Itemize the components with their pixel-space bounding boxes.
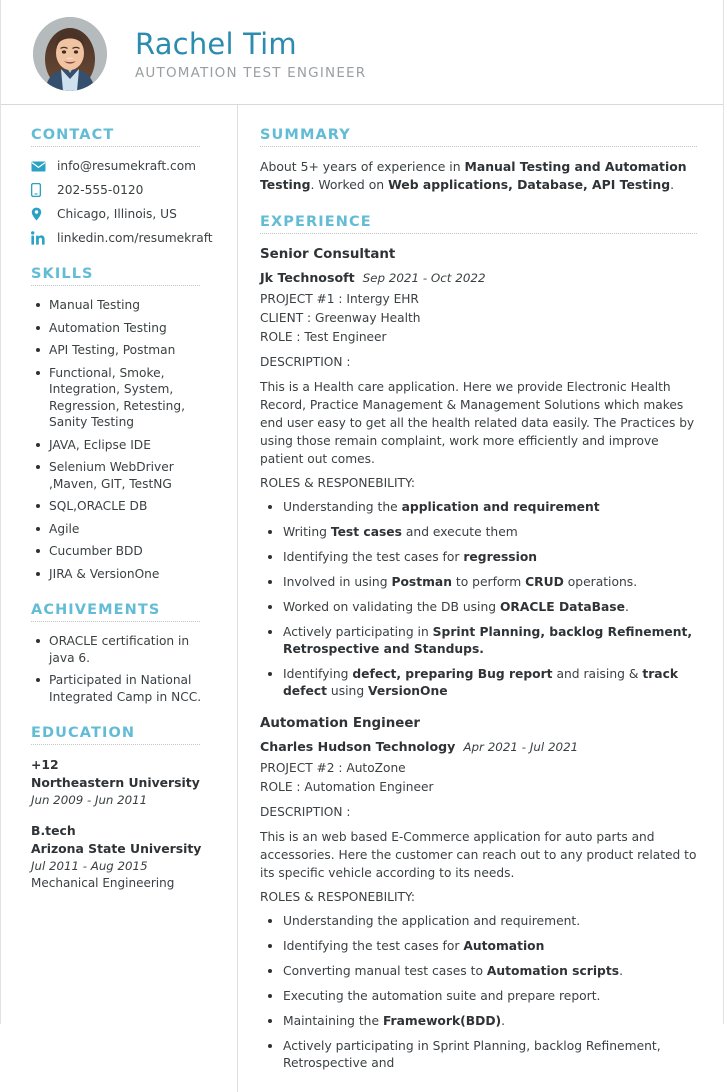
list-item: Actively participating in Sprint Planning, backlog Refinement, Retrospective and Standups.: [281, 624, 697, 658]
experience-description-label: DESCRIPTION :: [260, 355, 351, 369]
experience-project: PROJECT #1 : Intergy EHR: [260, 292, 419, 306]
main-column: [238, 105, 723, 1092]
experience-heading-rule: [260, 233, 697, 234]
achievements-heading: ACHIVEMENTS: [31, 602, 161, 618]
list-item: Functional, Smoke, Integration, System, Regression, Retesting, Sanity Testing: [47, 365, 215, 431]
education-field: Mechanical Engineering: [31, 876, 175, 890]
list-item: Participated in National Integrated Camp in NCC.: [47, 672, 215, 705]
experience-responsibilities: [260, 913, 697, 1072]
experience-company: Charles Hudson Technology: [260, 739, 456, 754]
contact-item-email[interactable]: [31, 158, 215, 174]
list-item: Identifying defect, preparing Bug report and raising & track defect using VersionOne: [281, 666, 697, 700]
profile-photo-icon: [33, 17, 107, 91]
skills-list: [31, 297, 215, 582]
achievements-list: [31, 633, 215, 705]
list-item: Understanding the application and requirement.: [281, 913, 697, 930]
contact-value-linkedin: linkedin.com/resumekraft: [57, 231, 213, 245]
linkedin-icon: [31, 231, 48, 245]
list-item: Manual Testing: [47, 297, 215, 314]
contact-heading-rule: [31, 146, 200, 147]
list-item: Identifying the test cases for regression: [281, 549, 697, 566]
sidebar: [1, 105, 238, 1092]
education-school: Northeastern University: [31, 775, 200, 790]
skills-heading: SKILLS: [31, 266, 94, 282]
experience-role-line: ROLE : Test Engineer: [260, 330, 387, 344]
resume-header: [1, 0, 723, 104]
list-item: Executing the automation suite and prepare report.: [281, 988, 697, 1005]
education-item: [31, 822, 215, 892]
experience-dates: Apr 2021 - Jul 2021: [463, 740, 579, 754]
list-item: API Testing, Postman: [47, 342, 215, 359]
experience-responsibilities-label: ROLES & RESPONEBILITY:: [260, 476, 415, 490]
contact-value-phone: 202-555-0120: [57, 183, 144, 197]
experience-responsibilities: [260, 499, 697, 700]
section-experience: [260, 214, 697, 1072]
experience-dates: Sep 2021 - Oct 2022: [362, 271, 486, 285]
education-school: Arizona State University: [31, 841, 202, 856]
candidate-job-title: AUTOMATION TEST ENGINEER: [135, 65, 367, 81]
section-summary: [260, 127, 697, 194]
list-item: Maintaining the Framework(BDD).: [281, 1013, 697, 1030]
experience-description: This is an web based E-Commerce application for auto parts and accessories. Here the customer can reach out to any product related to its specific vehicle according to its needs.: [260, 830, 697, 880]
list-item: SQL,ORACLE DB: [47, 498, 215, 515]
section-contact: [31, 127, 215, 246]
contact-item-phone[interactable]: [31, 182, 215, 198]
experience-description-label: DESCRIPTION :: [260, 805, 351, 819]
contact-heading: CONTACT: [31, 127, 115, 143]
list-item: Actively participating in Sprint Planning, backlog Refinement, Retrospective and: [281, 1038, 697, 1072]
experience-description: This is a Health care application. Here we provide Electronic Health Record, Practice Management & Management Solutions which makes end user easy to get all the health related data easily. The Practices by using those remain complaint, work more efficiently and improve patient out comes.: [260, 380, 695, 466]
experience-item: [260, 714, 697, 1072]
experience-role: Senior Consultant: [260, 247, 396, 262]
contact-item-linkedin[interactable]: [31, 230, 215, 246]
section-education: [31, 725, 215, 892]
experience-heading: EXPERIENCE: [260, 214, 372, 230]
header-text: [135, 27, 366, 81]
summary-heading: SUMMARY: [260, 127, 351, 143]
list-item: Automation Testing: [47, 320, 215, 337]
achievements-heading-rule: [31, 621, 200, 622]
experience-role: Automation Engineer: [260, 716, 421, 731]
list-item: Identifying the test cases for Automation: [281, 938, 697, 955]
experience-client: CLIENT : Greenway Health: [260, 311, 421, 325]
list-item: ORACLE certification in java 6.: [47, 633, 215, 666]
experience-company: Jk Technosoft: [260, 270, 355, 285]
experience-project: PROJECT #2 : AutoZone: [260, 761, 406, 775]
envelope-icon: [31, 161, 48, 172]
section-achievements: [31, 602, 215, 705]
contact-value-email: info@resumekraft.com: [57, 159, 197, 173]
list-item: Converting manual test cases to Automation scripts.: [281, 963, 697, 980]
avatar: [33, 17, 107, 91]
contact-item-location[interactable]: [31, 206, 215, 222]
section-skills: [31, 266, 215, 582]
education-degree: B.tech: [31, 823, 76, 838]
education-heading-rule: [31, 744, 200, 745]
list-item: Writing Test cases and execute them: [281, 524, 697, 541]
phone-icon: [31, 183, 48, 197]
list-item: Cucumber BDD: [47, 543, 215, 560]
experience-company-line: [260, 736, 697, 757]
list-item: Worked on validating the DB using ORACLE DataBase.: [281, 599, 697, 616]
skills-heading-rule: [31, 285, 200, 286]
contact-value-location: Chicago, Illinois, US: [57, 207, 177, 221]
list-item: Understanding the application and requirement: [281, 499, 697, 516]
education-item: [31, 756, 215, 809]
education-heading: EDUCATION: [31, 725, 136, 741]
summary-text: About 5+ years of experience in Manual Testing and Automation Testing. Worked on Web applications, Database, API Testing.: [260, 159, 687, 192]
list-item: JAVA, Eclipse IDE: [47, 437, 215, 454]
education-dates: Jun 2009 - Jun 2011: [31, 793, 148, 807]
candidate-name: Rachel Tim: [135, 27, 297, 61]
summary-heading-rule: [260, 146, 697, 147]
location-pin-icon: [31, 207, 48, 221]
list-item: JIRA & VersionOne: [47, 566, 215, 583]
experience-item: [260, 245, 697, 700]
list-item: Involved in using Postman to perform CRUD operations.: [281, 574, 697, 591]
list-item: Agile: [47, 521, 215, 538]
education-dates: Jul 2011 - Aug 2015: [31, 859, 148, 873]
content-columns: [1, 105, 723, 1092]
experience-responsibilities-label: ROLES & RESPONEBILITY:: [260, 890, 415, 904]
list-item: Selenium WebDriver ,Maven, GIT, TestNG: [47, 459, 215, 492]
education-degree: +12: [31, 757, 59, 772]
contact-list: [31, 158, 215, 246]
experience-company-line: [260, 267, 697, 288]
experience-role-line: ROLE : Automation Engineer: [260, 780, 434, 794]
